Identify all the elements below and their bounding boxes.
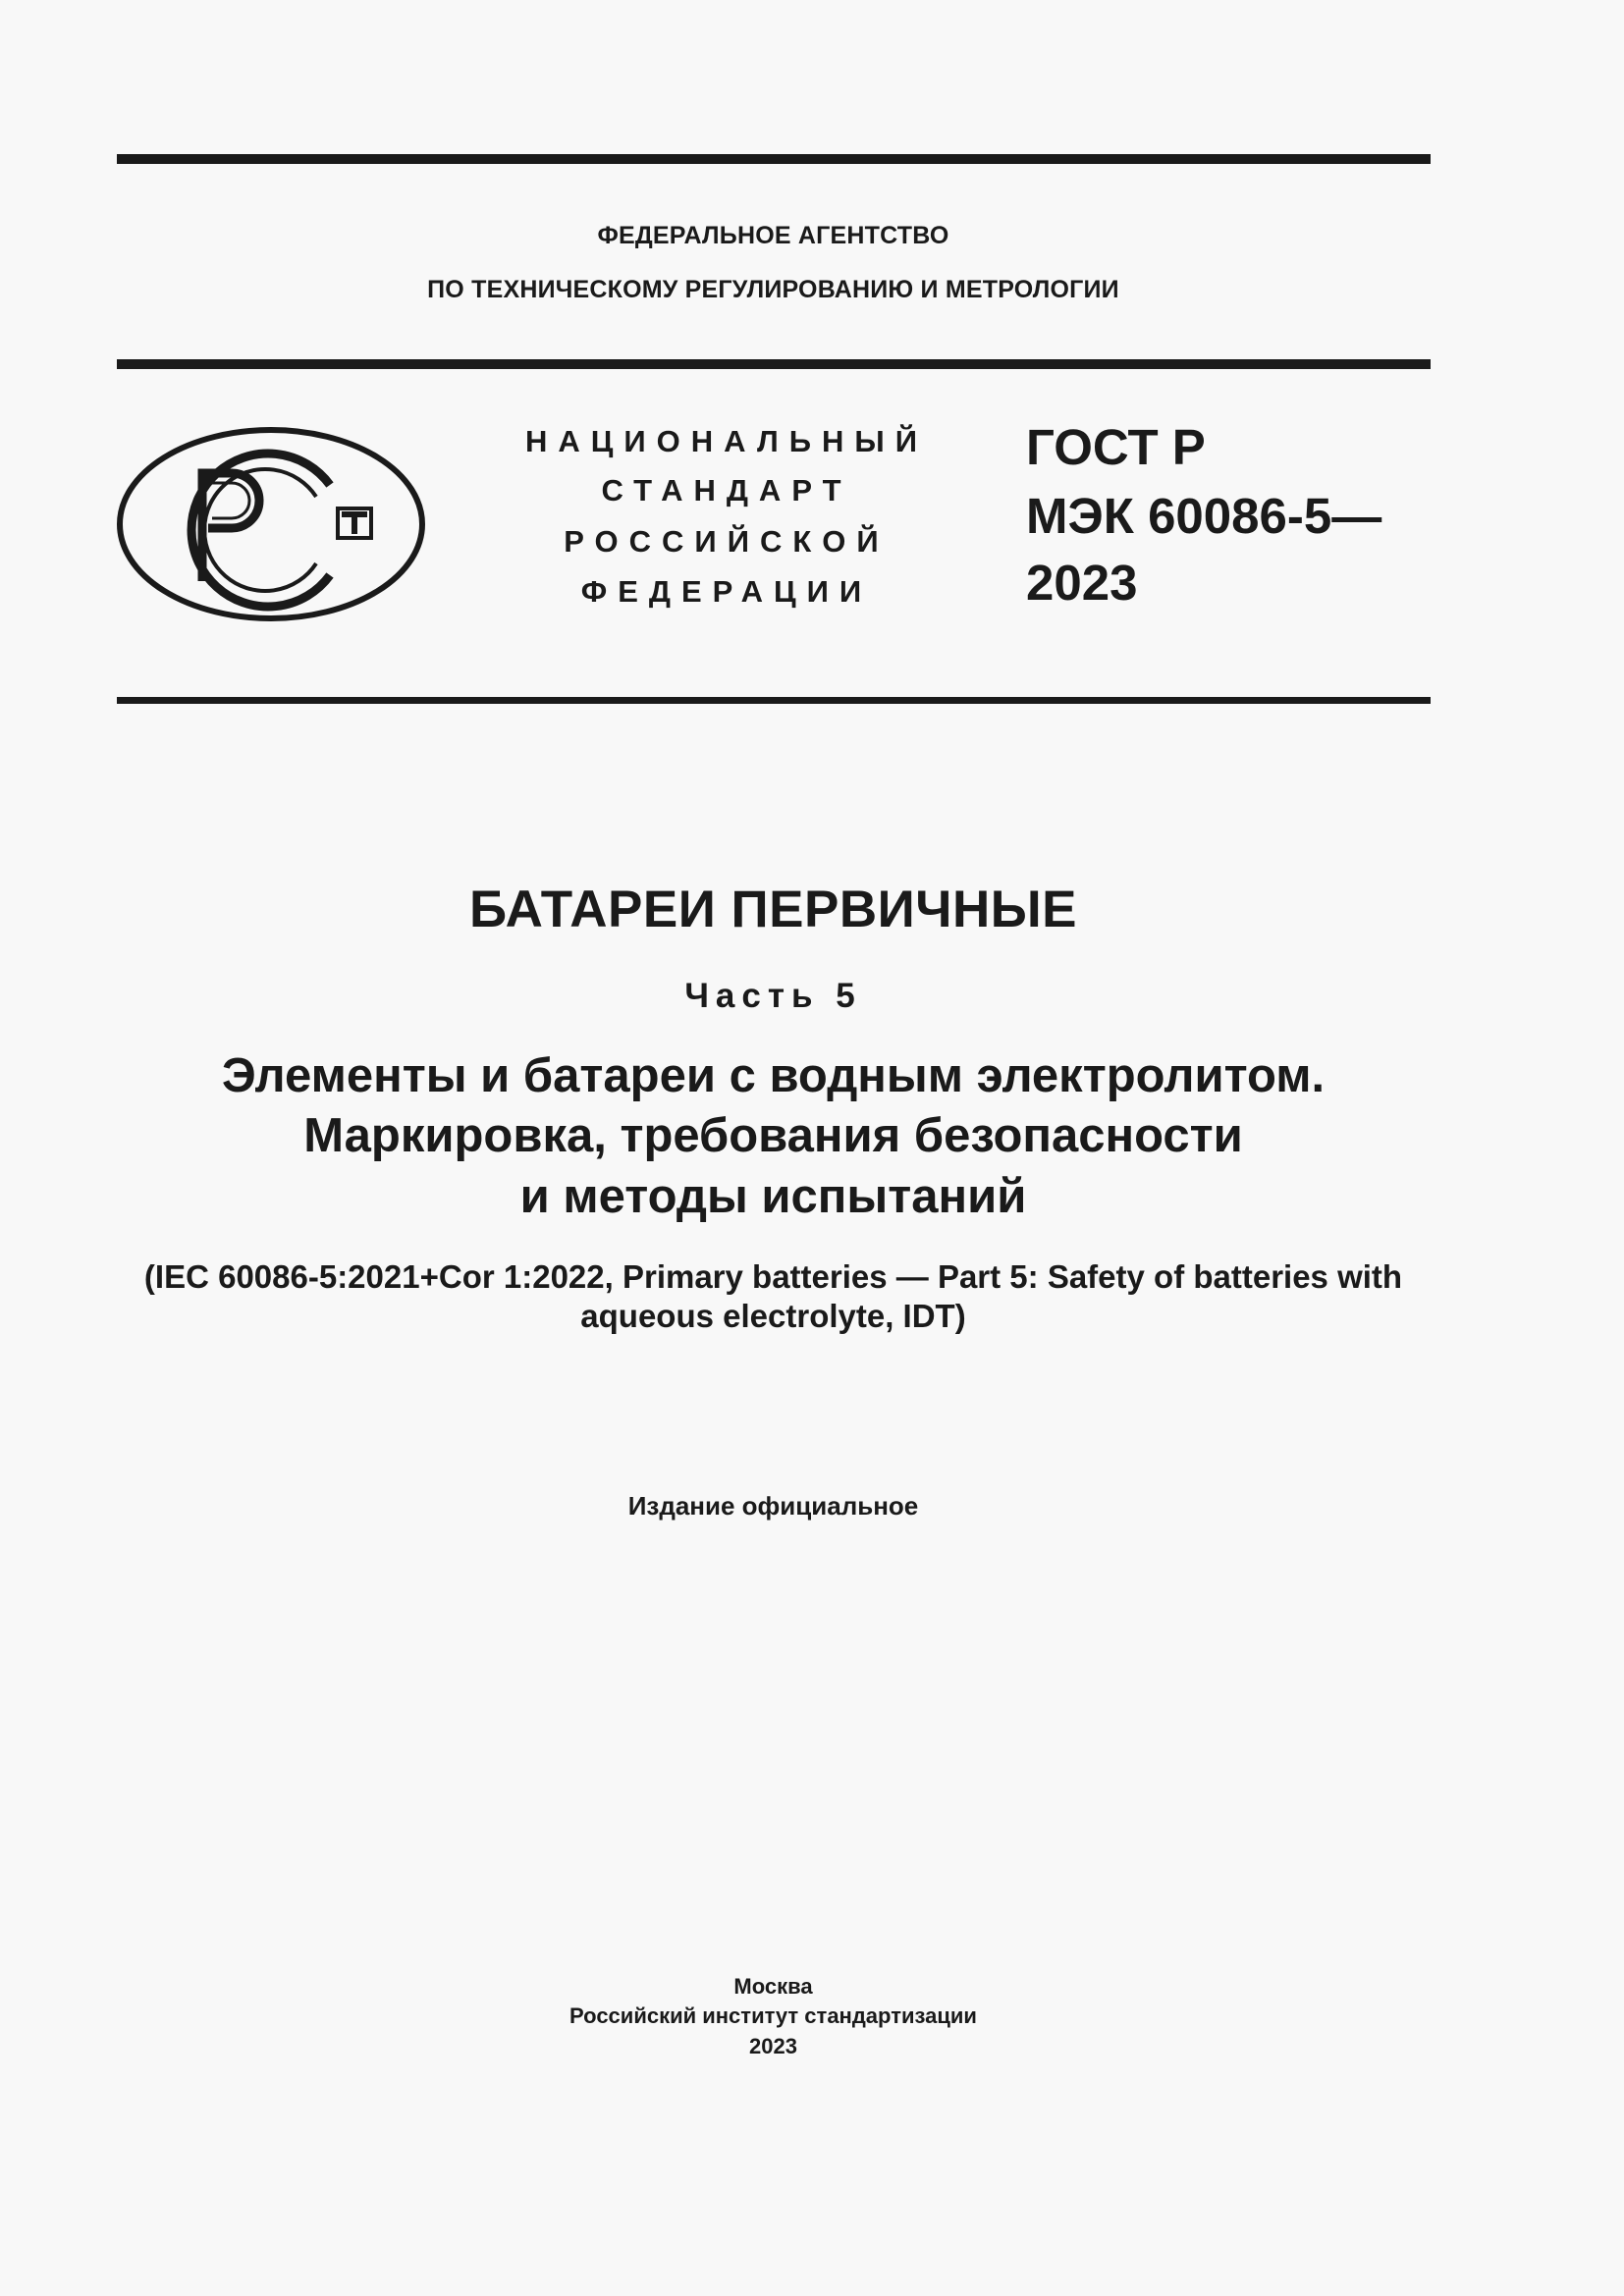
document-subtitle-line1: Элементы и батареи с водным электролитом. <box>221 1049 1326 1102</box>
standard-designation-year: 2023 <box>1026 555 1138 611</box>
document-title: БАТАРЕИ ПЕРВИЧНЫЕ <box>469 881 1077 938</box>
standard-designation-line1: ГОСТ Р <box>1026 419 1206 475</box>
top-rule <box>117 154 1431 164</box>
agency-name-line2: ПО ТЕХНИЧЕСКОМУ РЕГУЛИРОВАНИЮ И МЕТРОЛОГИИ <box>427 276 1119 303</box>
middle-rule <box>117 359 1431 369</box>
imprint-publisher: Российский институт стандартизации <box>569 2003 977 2028</box>
national-standard-line2: СТАНДАРТ <box>601 473 852 507</box>
rst-certification-mark-icon <box>116 426 426 622</box>
document-subtitle-line3: и методы испытаний <box>519 1170 1027 1223</box>
standard-designation-line2: МЭК 60086-5— <box>1026 488 1382 544</box>
national-standard-line4: ФЕДЕРАЦИИ <box>580 574 873 609</box>
document-subtitle-line2: Маркировка, требования безопасности <box>303 1109 1243 1162</box>
national-standard-line3: РОССИЙСКОЙ <box>564 524 890 559</box>
national-standard-line1: НАЦИОНАЛЬНЫЙ <box>524 424 929 458</box>
imprint-city: Москва <box>733 1974 813 1999</box>
document-part: Часть 5 <box>684 977 862 1015</box>
iec-reference-line1: (IEC 60086-5:2021+Cor 1:2022, Primary batteries — Part 5: Safety of batteries with <box>143 1258 1403 1295</box>
bottom-rule <box>117 697 1431 704</box>
iec-reference-line2: aqueous electrolyte, IDT) <box>580 1298 966 1334</box>
agency-name-line1: ФЕДЕРАЛЬНОЕ АГЕНТСТВО <box>597 222 949 249</box>
imprint-year: 2023 <box>749 2034 797 2058</box>
edition-label: Издание официальное <box>627 1491 919 1521</box>
